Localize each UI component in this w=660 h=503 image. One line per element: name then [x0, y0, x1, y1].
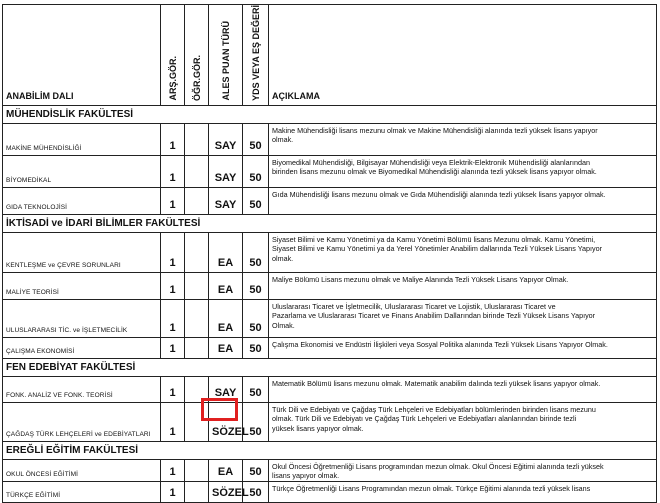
description-line: Maliye Bölümü Lisans mezunu olmak ve Maliye Alanında Tezli Yüksek Lisans Yapıyor Olmak. — [272, 274, 569, 284]
ogr-gor-count — [185, 299, 209, 337]
ales-type: SÖZEL — [209, 482, 243, 503]
description — [269, 337, 657, 358]
table-row — [3, 482, 657, 503]
header-yds: YDS VEYA EŞ DEĞERİ — [250, 5, 261, 101]
description-line: Çalışma Ekonomisi ve Endüstri İlişkileri veya Sosyal Politika alanında Tezli Yüksek Lisans Yapıyor Olmak. — [272, 339, 608, 349]
yds-score: 50 — [243, 123, 269, 155]
description — [269, 232, 657, 272]
table-row — [3, 232, 657, 272]
ars-gor-count: 1 — [161, 155, 185, 187]
highlight-box — [201, 398, 238, 421]
description-line: olmak. Türk Dili ve Edebiyatı ve Çağdaş Türk Lehçeleri ve Edebiyatları alanlarından birinde tezli — [272, 414, 577, 424]
description-line: Türk Dili ve Edebiyatı ve Çağdaş Türk Lehçeleri ve Edebiyatları bölümlerinden birinden lisans mezunu — [272, 404, 596, 414]
ales-type: EA — [209, 337, 243, 358]
department-name: TÜRKÇE EĞİTİMİ — [3, 482, 161, 503]
ales-type: SAY — [209, 123, 243, 155]
department-name: MAKİNE MÜHENDİSLİĞİ — [3, 123, 161, 155]
table-row — [3, 123, 657, 155]
ogr-gor-count — [185, 272, 209, 299]
section-title: İKTİSADİ ve İDARİ BİLİMLER FAKÜLTESİ — [3, 214, 657, 232]
description-line: Olmak. — [272, 321, 295, 331]
department-name: ÇAĞDAŞ TÜRK LEHÇELERİ ve EDEBİYATLARI — [3, 402, 161, 441]
description-line: Makine Mühendisliği lisans mezunu olmak ve Makine Mühendisliği alanında tezli yüksek lisans yapıyor — [272, 125, 598, 135]
description — [269, 482, 657, 503]
ogr-gor-count — [185, 123, 209, 155]
yds-score: 50 — [243, 232, 269, 272]
table-row — [3, 337, 657, 358]
description-line: Siyaset Bilimi ve Kamu Yönetimi ya da Yerel Yönetimler Anabilim dallarında Tezli Yüksek Lisans Yapıyor — [272, 244, 602, 254]
description-line: lisans yapıyor olmak. — [272, 471, 340, 481]
section-title: FEN EDEBİYAT FAKÜLTESİ — [3, 358, 657, 376]
positions-table — [2, 4, 657, 503]
yds-score: 50 — [243, 402, 269, 441]
description-line: Siyaset Bilimi ve Kamu Yönetimi ya da Kamu Yönetimi Bölümü lisans Mezunu olmak. Kamu Yönetimi, — [272, 234, 596, 244]
yds-score: 50 — [243, 272, 269, 299]
department-name: KENTLEŞME ve ÇEVRE SORUNLARI — [3, 232, 161, 272]
description — [269, 155, 657, 187]
yds-score: 50 — [243, 376, 269, 402]
description — [269, 459, 657, 481]
ars-gor-count: 1 — [161, 459, 185, 481]
department-name: MALİYE TEORİSİ — [3, 272, 161, 299]
section-row — [3, 214, 657, 232]
description — [269, 187, 657, 214]
ales-type: SAY — [209, 155, 243, 187]
ars-gor-count: 1 — [161, 299, 185, 337]
ars-gor-count: 1 — [161, 272, 185, 299]
description-line: Pazarlama ve Uluslararası Ticaret ve Finans Anabilim Dallarından birinde Tezli Yüksek Lisans Yapıyor — [272, 311, 596, 321]
description-line: Biyomedikal Mühendisliği, Bilgisayar Mühendisliği veya Elektrik-Elektronik Mühendisliği alanlarından — [272, 157, 590, 167]
description — [269, 123, 657, 155]
ars-gor-count: 1 — [161, 187, 185, 214]
table-row — [3, 187, 657, 214]
description — [269, 376, 657, 402]
description-line: olmak. — [272, 254, 294, 264]
header-ales: ALES PUAN TÜRÜ — [220, 21, 231, 101]
ales-type: EA — [209, 299, 243, 337]
header-ogr-gor: ÖĞR.GÖR. — [191, 54, 202, 101]
yds-score: 50 — [243, 337, 269, 358]
header-row — [3, 5, 657, 106]
ales-type: SAY — [209, 376, 243, 402]
description-line: Uluslararası Ticaret ve İşletmecilik, Uluslararası Ticaret ve Lojistik, Uluslararası Ticaret ve — [272, 301, 556, 311]
description — [269, 272, 657, 299]
ars-gor-count: 1 — [161, 402, 185, 441]
ales-type: EA — [209, 272, 243, 299]
section-row — [3, 105, 657, 123]
description-line: olmak. — [272, 135, 294, 145]
yds-score: 50 — [243, 459, 269, 481]
yds-score: 50 — [243, 187, 269, 214]
section-row — [3, 358, 657, 376]
description-line: Türkçe Öğretmenliği Lisans Programından mezun olmak. Türkçe Eğitimi alanında tezli yüksek lisans — [272, 484, 591, 494]
ogr-gor-count — [185, 187, 209, 214]
ars-gor-count: 1 — [161, 482, 185, 503]
description-line: Matematik Bölümü lisans mezunu olmak. Matematik anabilim dalında tezli yüksek lisans yapıyor olmak. — [272, 378, 601, 388]
yds-score: 50 — [243, 299, 269, 337]
yds-score: 50 — [243, 155, 269, 187]
table-row — [3, 272, 657, 299]
ars-gor-count: 1 — [161, 123, 185, 155]
ars-gor-count: 1 — [161, 232, 185, 272]
table-row — [3, 155, 657, 187]
table-row — [3, 376, 657, 402]
ales-type: SAY — [209, 187, 243, 214]
ogr-gor-count — [185, 459, 209, 481]
description — [269, 402, 657, 441]
section-row — [3, 441, 657, 459]
ogr-gor-count — [185, 232, 209, 272]
ars-gor-count: 1 — [161, 376, 185, 402]
department-name: ULUSLARARASI TİC. ve İŞLETMECİLİK — [3, 299, 161, 337]
department-name: GIDA TEKNOLOJİSİ — [3, 187, 161, 214]
ogr-gor-count — [185, 337, 209, 358]
description-line: birinden lisans mezunu olmak ve Biyomedikal Mühendisliği alanında tezli yüksek lisans yapıyor olmak. — [272, 167, 597, 177]
yds-score: 50 — [243, 482, 269, 503]
ogr-gor-count — [185, 155, 209, 187]
ales-type: SÖZEL — [209, 402, 243, 441]
description-line: yüksek lisans yapıyor olmak. — [272, 424, 364, 434]
header-ars-gor: ARŞ.GÖR. — [167, 56, 178, 101]
department-name: FONK. ANALİZ VE FONK. TEORİSİ — [3, 376, 161, 402]
table-row — [3, 402, 657, 441]
table-row — [3, 459, 657, 481]
description — [269, 299, 657, 337]
table-row — [3, 299, 657, 337]
ogr-gor-count — [185, 482, 209, 503]
ales-type: EA — [209, 232, 243, 272]
description-line: Gıda Mühendisliği lisans mezunu olmak ve Gıda Mühendisliği alanında tezli yüksek lisans yapıyor olmak. — [272, 189, 606, 199]
department-name: OKUL ÖNCESİ EĞİTİMİ — [3, 459, 161, 481]
section-title: EREĞLİ EĞİTİM FAKÜLTESİ — [3, 441, 657, 459]
department-name: ÇALIŞMA EKONOMİSİ — [3, 337, 161, 358]
header-aciklama: AÇIKLAMA — [269, 5, 657, 106]
ars-gor-count: 1 — [161, 337, 185, 358]
department-name: BİYOMEDİKAL — [3, 155, 161, 187]
header-department: ANABİLİM DALI — [3, 5, 161, 106]
section-title: MÜHENDİSLİK FAKÜLTESİ — [3, 105, 657, 123]
ales-type: EA — [209, 459, 243, 481]
description-line: Okul Öncesi Öğretmenliği Lisans programından mezun olmak. Okul Öncesi Eğitimi alanında tezli yüksek — [272, 461, 604, 471]
